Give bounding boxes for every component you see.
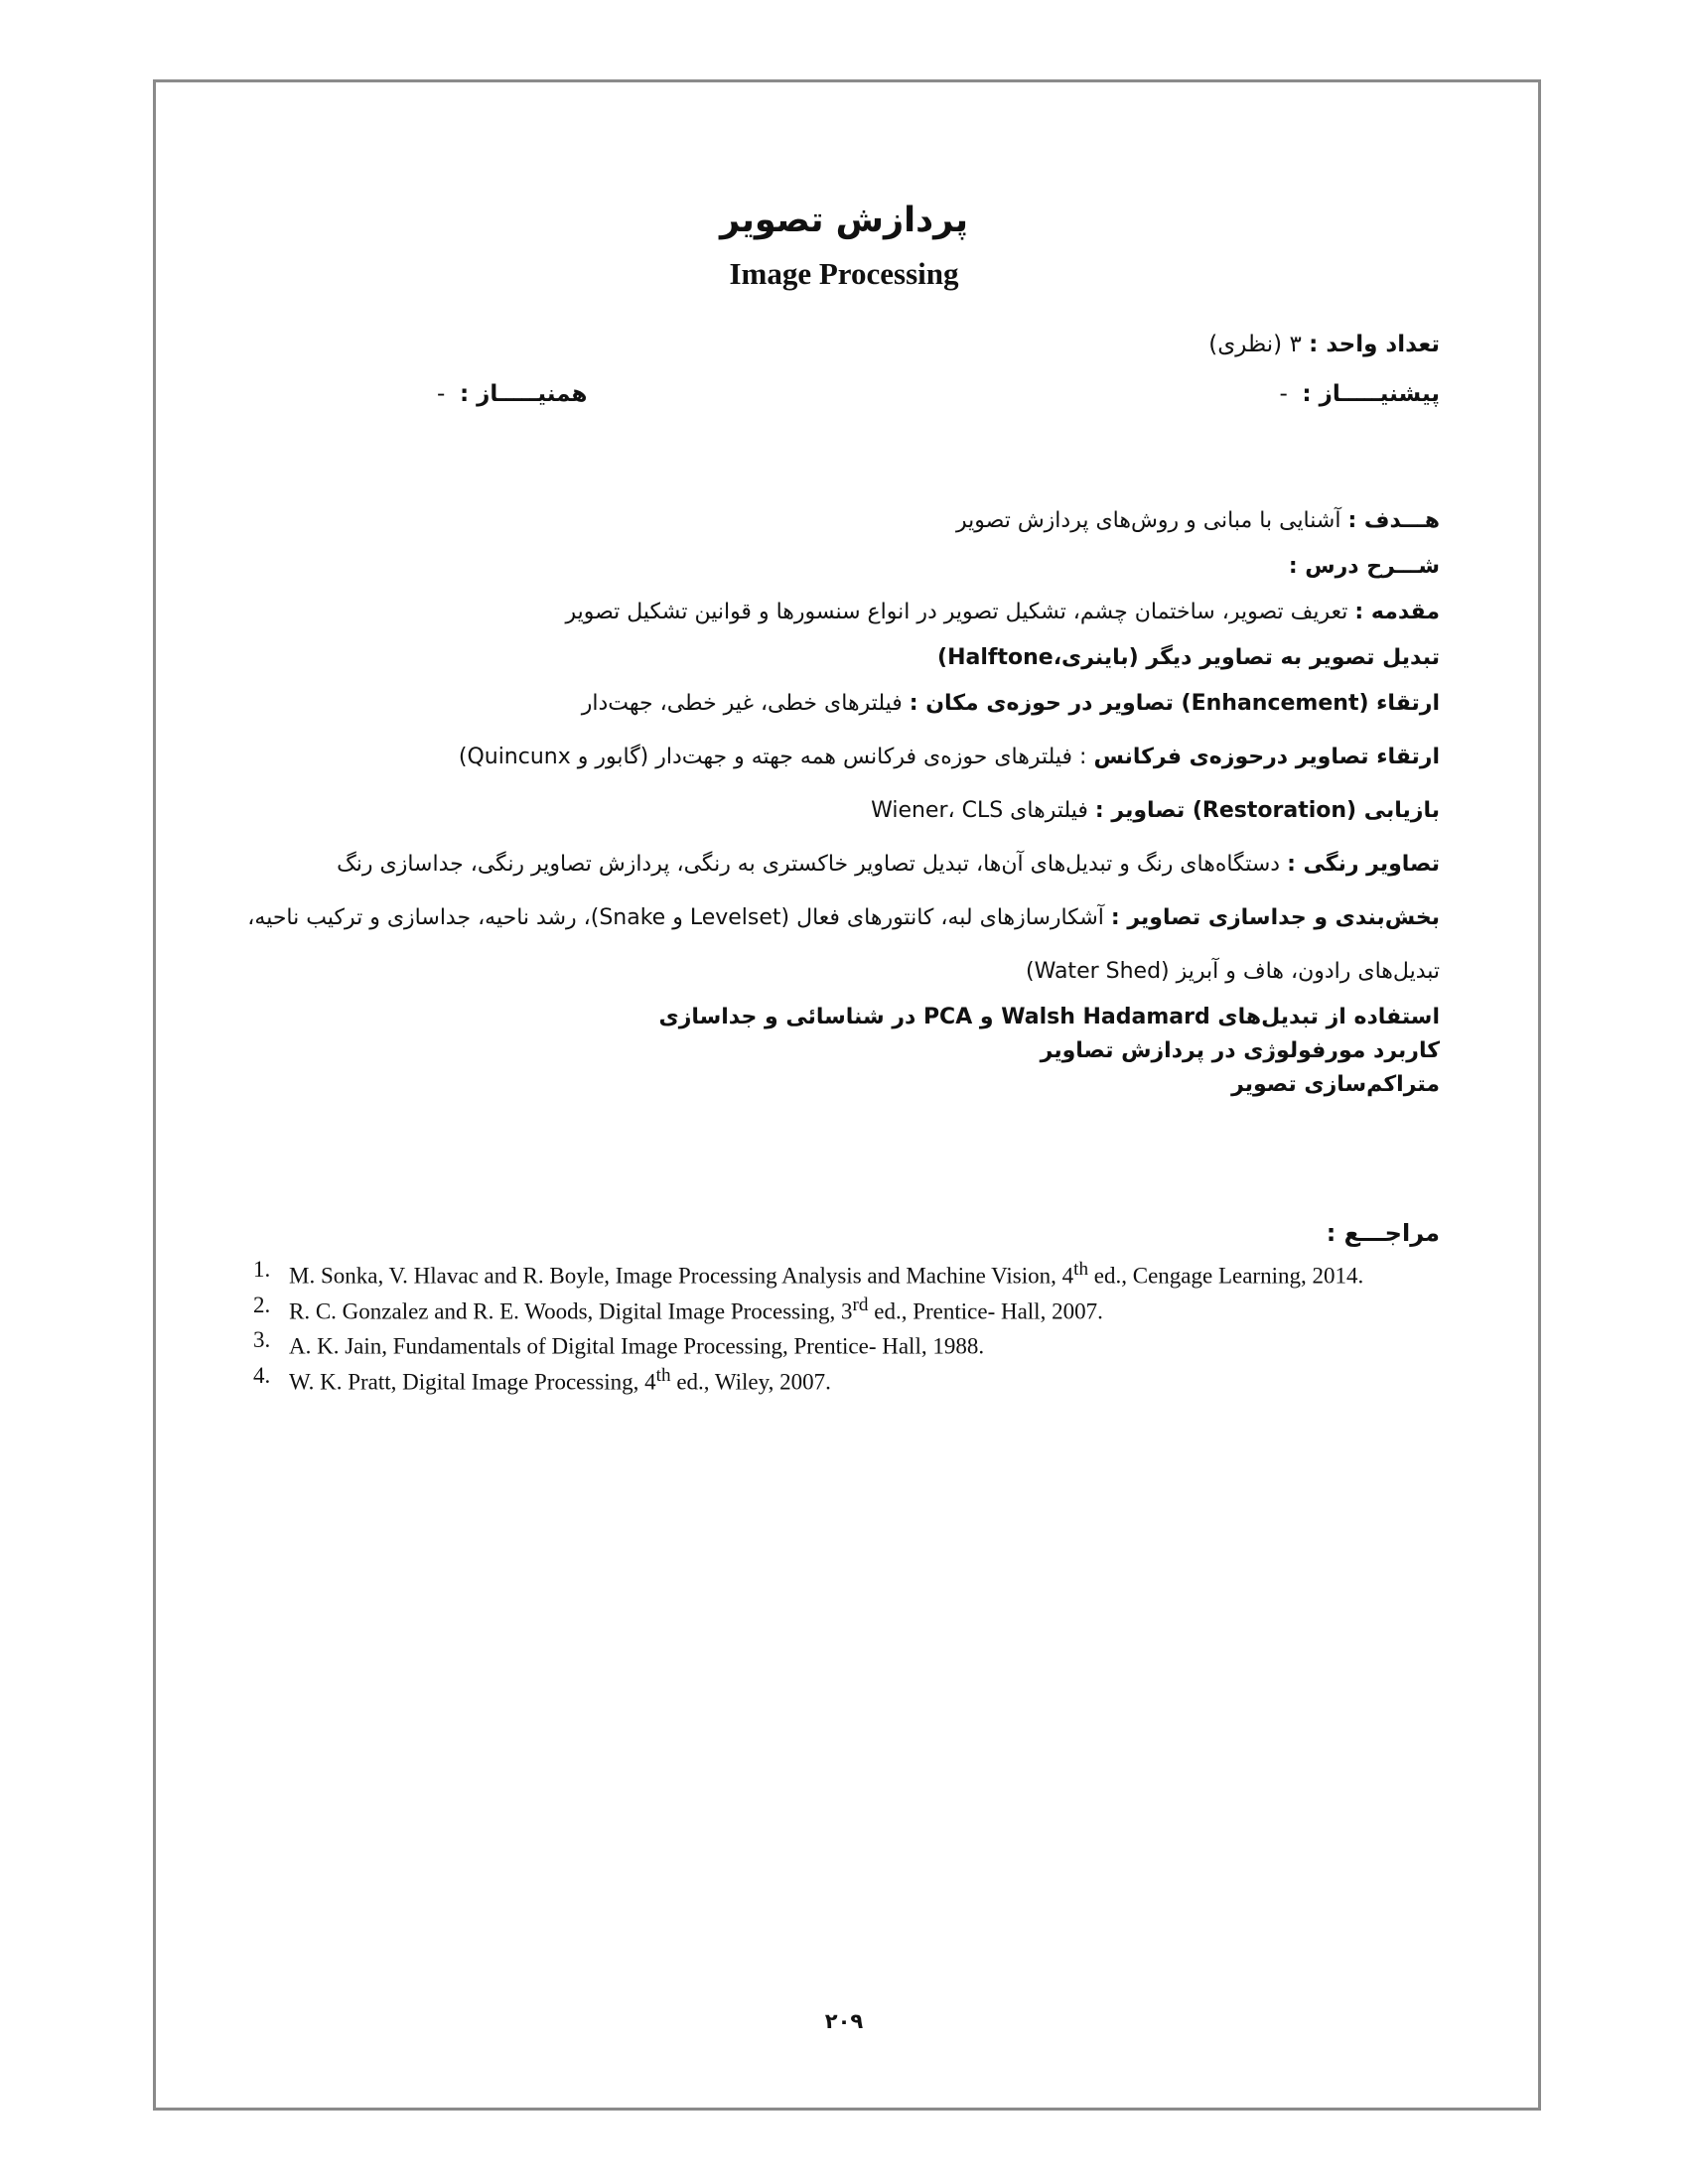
prerequisite-label: پیشنیـــــاز : xyxy=(1302,381,1440,407)
reference-item: 4. W. K. Pratt, Digital Image Processing, 4th ed., Wiley, 2007. xyxy=(253,1362,831,1395)
goal-line xyxy=(248,504,1440,538)
prerequisite-value: - xyxy=(1279,381,1288,407)
topic-line-walsh-pca: استفاده از تبدیل‌های Walsh Hadamard و PCA در شناسائی و جداسازی xyxy=(658,1005,1440,1029)
corequisite-row xyxy=(437,381,587,407)
units-label: تعداد واحد : xyxy=(1309,332,1440,357)
topic-line-transforms: تبدیل‌های رادون، هاف و آبریز (Water Shed) xyxy=(1026,959,1440,984)
topic-line-morphology: کاربرد مورفولوژی در پردازش تصاویر xyxy=(1040,1038,1440,1063)
course-title-persian: پردازش تصویر xyxy=(720,201,968,240)
references-title: مراجـــع : xyxy=(1326,1219,1440,1247)
units-row xyxy=(1208,332,1440,357)
topic-line-conversion: تبدیل تصویر به تصاویر دیگر (باینری،Halftone) xyxy=(937,645,1440,670)
reference-item: 2. R. C. Gonzalez and R. E. Woods, Digital Image Processing, 3rd ed., Prentice- Hall, 2007. xyxy=(253,1292,1103,1324)
description-title: شـــرح درس : xyxy=(1288,554,1440,579)
references-list xyxy=(253,1255,1440,1397)
topic-line-restoration: بازیابی (Restoration) تصاویر : فیلترهای Wiener، CLS xyxy=(871,798,1440,823)
corequisite-value: - xyxy=(437,381,446,407)
goal-text: آشنایی با مبانی و روش‌های پردازش تصویر xyxy=(956,508,1341,533)
corequisite-label: همنیـــــاز : xyxy=(459,381,588,407)
topic-line-frequency-enhancement: ارتقاء تصاویر درحوزه‌ی فرکانس : فیلترهای حوزه‌ی فرکانس همه جهته و جهت‌دار (گابور و Quincunx) xyxy=(458,745,1440,769)
units-value: ۳ (نظری) xyxy=(1208,332,1302,357)
page-number: ۲۰۹ xyxy=(824,2009,864,2033)
prerequisite-row xyxy=(1279,381,1440,407)
topic-line-spatial-enhancement: ارتقاء (Enhancement) تصاویر در حوزه‌ی مکان : فیلترهای خطی، غیر خطی، جهت‌دار xyxy=(581,691,1440,716)
reference-item: 3. A. K. Jain, Fundamentals of Digital Image Processing, Prentice- Hall, 1988. xyxy=(253,1327,985,1359)
course-body xyxy=(248,504,1440,1102)
goal-label: هـــدف : xyxy=(1347,508,1440,533)
reference-item: 1. M. Sonka, V. Hlavac and R. Boyle, Image Processing Analysis and Machine Vision, 4th ed., Cengage Learning, 2014. xyxy=(253,1257,1364,1289)
topic-line-compression: متراکم‌سازی تصویر xyxy=(1231,1072,1440,1097)
course-title-english: Image Processing xyxy=(729,256,959,291)
topic-line-color: تصاویر رنگی : دستگاه‌های رنگ و تبدیل‌های آن‌ها، تبدیل تصاویر خاکستری به رنگی، پردازش تصاویر رنگی، جداسازی رنگ xyxy=(337,852,1440,877)
topic-line-intro: مقدمه : تعریف تصویر، ساختمان چشم، تشکیل تصویر در انواع سنسورها و قوانین تشکیل تصویر xyxy=(565,600,1440,624)
topic-line-segmentation: بخش‌بندی و جداسازی تصاویر : آشکارسازهای لبه، کانتورهای فعال (Levelset و Snake)، رشد ناحیه، جداسازی و ترکیب ناحیه، xyxy=(247,905,1440,930)
